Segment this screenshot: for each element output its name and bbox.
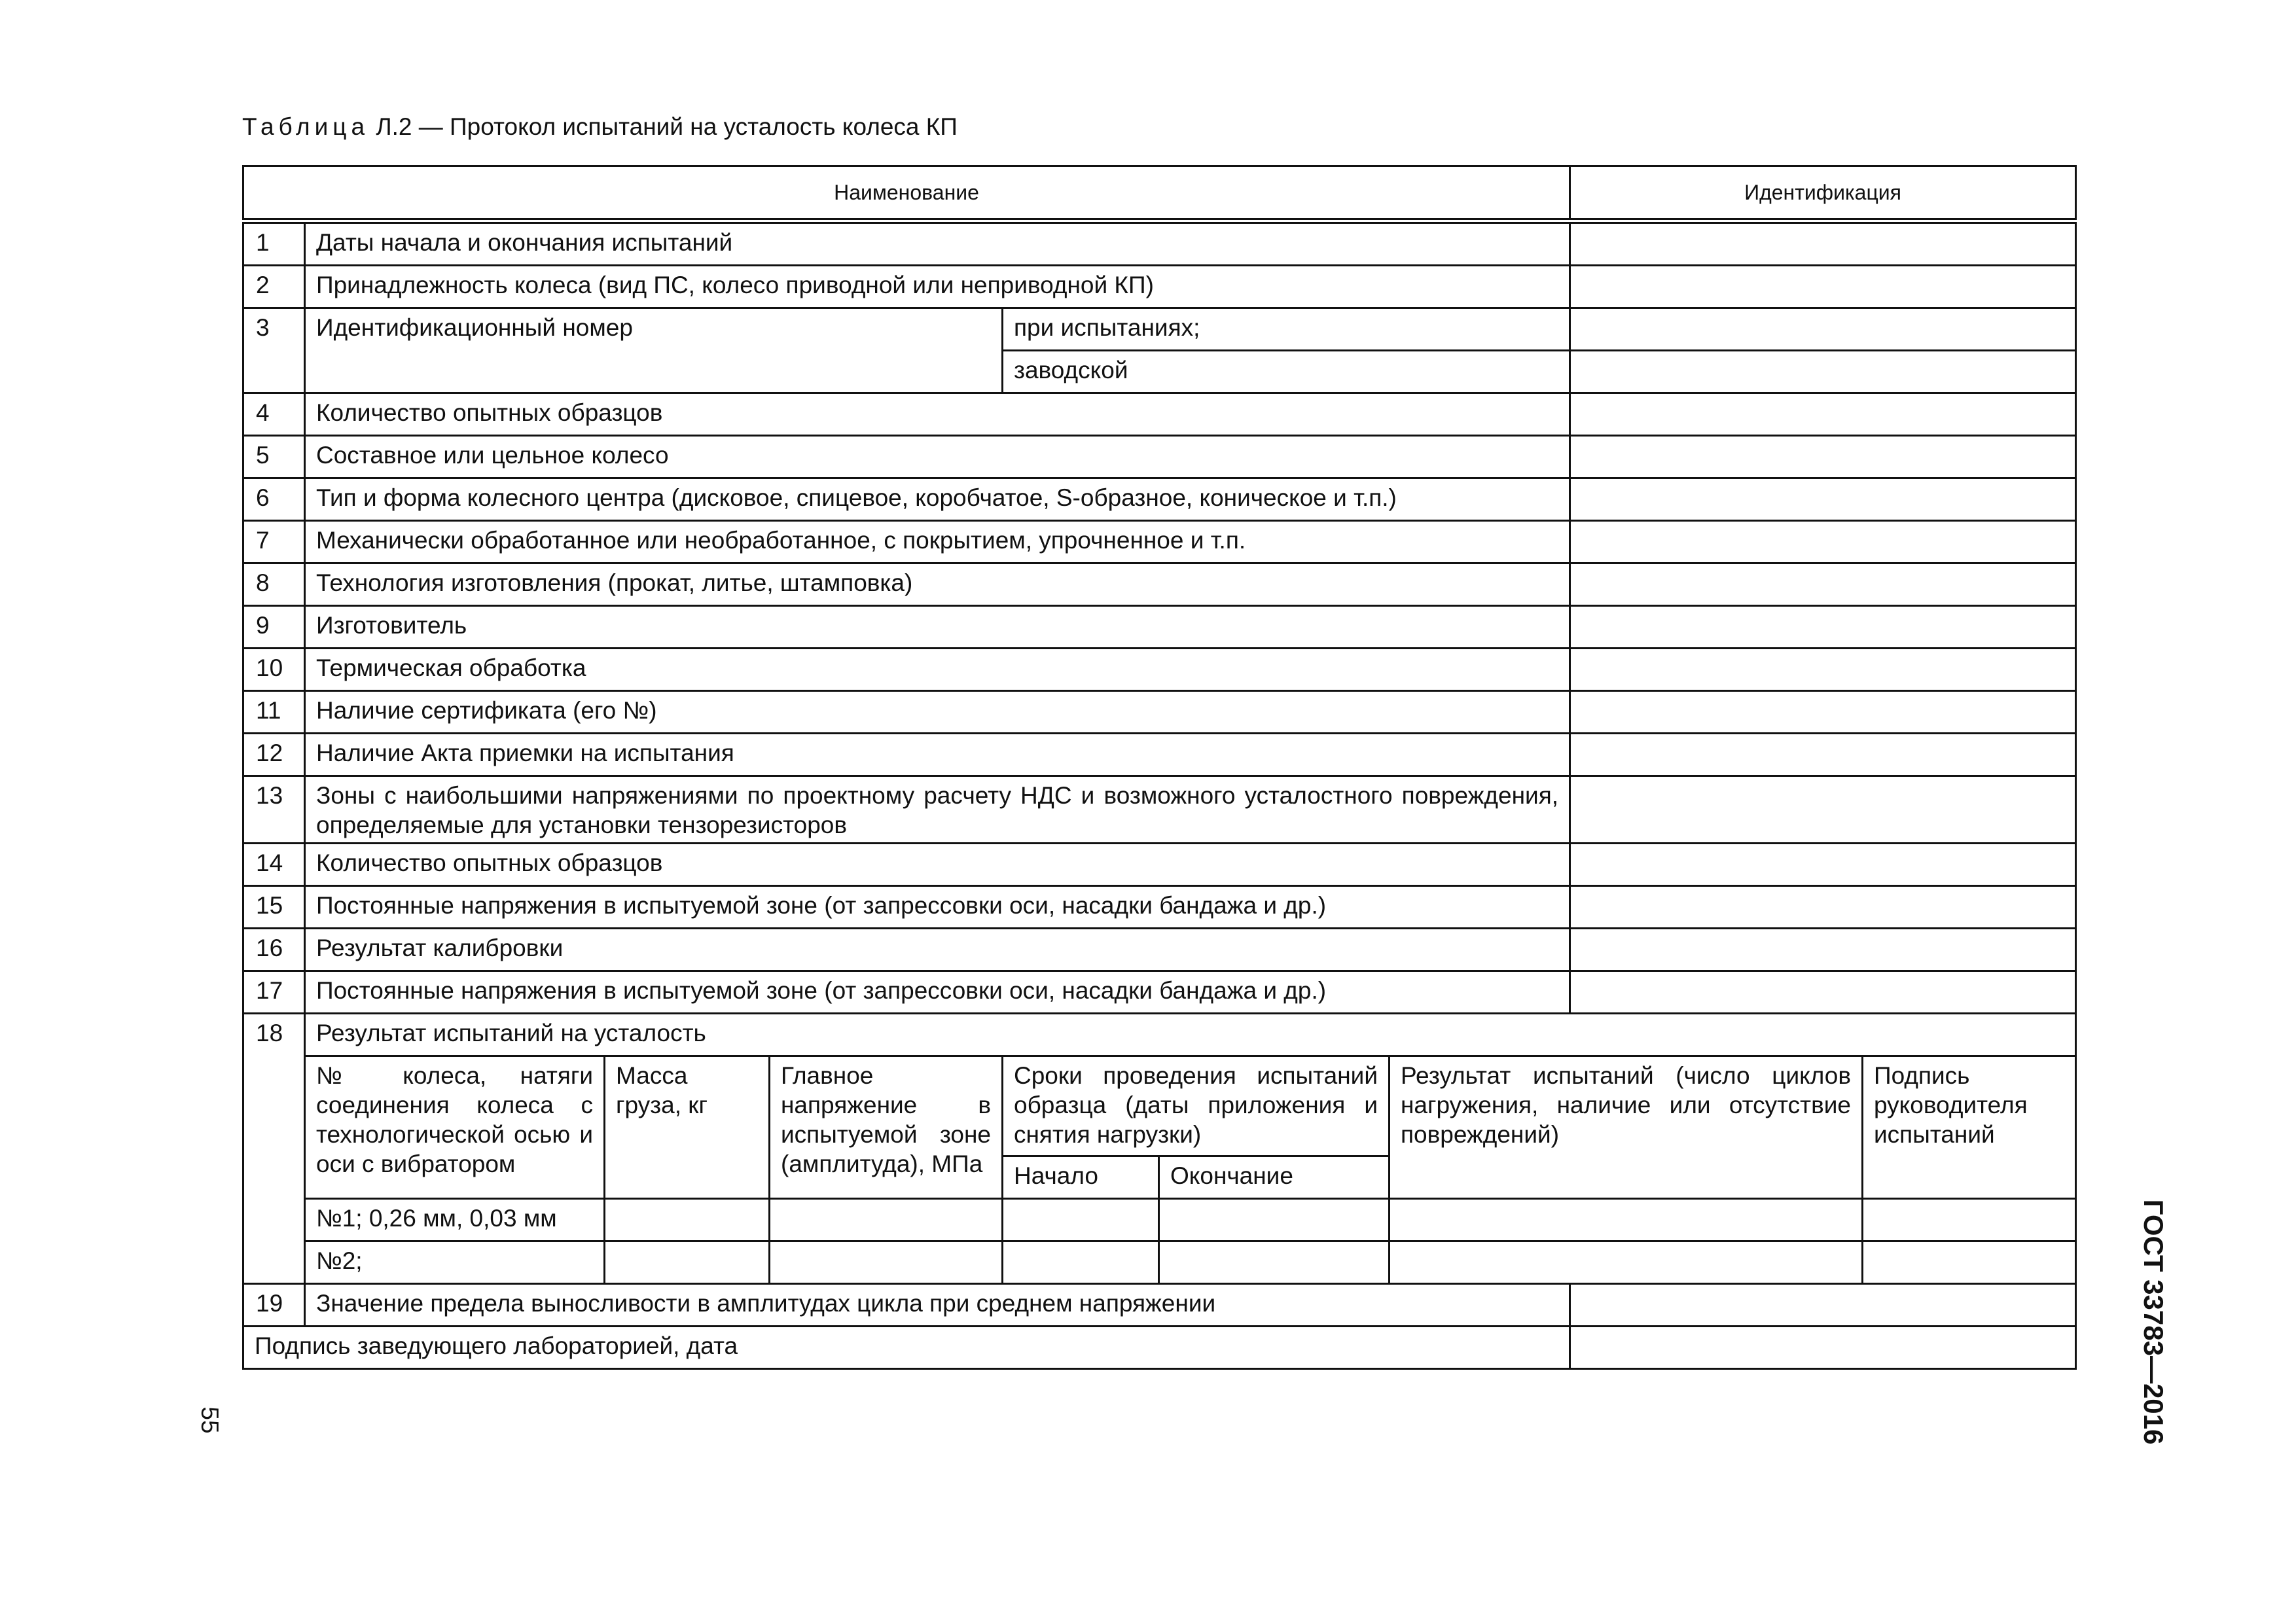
table-row — [243, 1014, 2076, 1056]
identification-cell[interactable] — [1570, 563, 2076, 606]
table-row — [243, 606, 2076, 649]
identification-cell[interactable] — [1570, 478, 2076, 521]
col-wheel-header: № колеса, натяги соединения колеса с технологической осью и оси с вибратором — [305, 1056, 605, 1199]
header-row — [243, 166, 2076, 221]
identification-cell[interactable] — [1570, 436, 2076, 478]
table-row — [243, 266, 2076, 308]
table-row — [243, 844, 2076, 886]
table-row — [243, 563, 2076, 606]
protocol-table — [242, 165, 2077, 1370]
row-number: 17 — [243, 971, 305, 1014]
standard-designation — [2104, 1191, 2202, 1453]
end-date-cell[interactable] — [1159, 1199, 1390, 1241]
col-end-header: Окончание — [1159, 1156, 1390, 1199]
row-label: Результат калибровки — [305, 929, 1570, 971]
identification-cell[interactable] — [1570, 734, 2076, 776]
row-label: Количество опытных образцов — [305, 393, 1570, 436]
table-row — [243, 436, 2076, 478]
identification-cell[interactable] — [1570, 221, 2076, 266]
row-number: 5 — [243, 436, 305, 478]
col-sign-header: Подпись руководителя испытаний — [1863, 1056, 2076, 1199]
table-row — [243, 929, 2076, 971]
table-row — [243, 308, 2076, 351]
end-date-cell[interactable] — [1159, 1241, 1390, 1284]
identification-cell[interactable] — [1570, 606, 2076, 649]
row-sublabel: заводской — [1003, 351, 1570, 393]
row-label: Результат испытаний на усталость — [305, 1014, 2076, 1056]
row-label: Даты начала и окончания испытаний — [305, 221, 1570, 266]
results-row — [243, 1241, 2076, 1284]
row-label: Идентификационный номер — [305, 308, 1003, 393]
stress-cell[interactable] — [770, 1241, 1003, 1284]
row-number: 18 — [243, 1014, 305, 1284]
row-label: Принадлежность колеса (вид ПС, колесо приводной или неприводной КП) — [305, 266, 1570, 308]
results-header-row — [243, 1056, 2076, 1156]
table-row — [243, 734, 2076, 776]
table-row — [243, 776, 2076, 844]
row-number: 13 — [243, 776, 305, 844]
row-number: 9 — [243, 606, 305, 649]
mass-cell[interactable] — [605, 1199, 770, 1241]
page-number-text: 55 — [196, 1406, 223, 1434]
row-number: 14 — [243, 844, 305, 886]
identification-cell[interactable] — [1570, 691, 2076, 734]
row-label: Наличие Акта приемки на испытания — [305, 734, 1570, 776]
wheel-entry: №2; — [305, 1241, 605, 1284]
identification-cell[interactable] — [1570, 776, 2076, 844]
row-label: Значение предела выносливости в амплитудах цикла при среднем напряжении — [305, 1284, 1570, 1327]
col-dates-header: Сроки проведения испытаний образца (даты приложения и снятия нагрузки) — [1003, 1056, 1390, 1156]
row-number: 12 — [243, 734, 305, 776]
row-number: 10 — [243, 649, 305, 691]
identification-cell[interactable] — [1570, 971, 2076, 1014]
row-label: Механически обработанное или необработанное, с покрытием, упрочненное и т.п. — [305, 521, 1570, 563]
row-number: 7 — [243, 521, 305, 563]
row-label: Термическая обработка — [305, 649, 1570, 691]
identification-cell[interactable] — [1570, 844, 2076, 886]
col-result-header: Результат испытаний (число циклов нагружения, наличие или отсутствие повреждений) — [1390, 1056, 1863, 1199]
identification-cell[interactable] — [1570, 649, 2076, 691]
lab-head-signature-cell[interactable] — [1570, 1327, 2076, 1369]
row-label: Изготовитель — [305, 606, 1570, 649]
row-label: Постоянные напряжения в испытуемой зоне (от запрессовки оси, насадки бандажа и др.) — [305, 886, 1570, 929]
table-row — [243, 393, 2076, 436]
row-label: Составное или цельное колесо — [305, 436, 1570, 478]
page-number — [183, 1394, 236, 1446]
start-date-cell[interactable] — [1003, 1199, 1159, 1241]
results-row — [243, 1199, 2076, 1241]
col-stress-header: Главное напряжение в испытуемой зоне (амплитуда), МПа — [770, 1056, 1003, 1199]
row-number: 3 — [243, 308, 305, 393]
row-number: 2 — [243, 266, 305, 308]
row-number: 19 — [243, 1284, 305, 1327]
row-number: 11 — [243, 691, 305, 734]
result-cell[interactable] — [1390, 1199, 1863, 1241]
table-row — [243, 221, 2076, 266]
row-label: Наличие сертификата (его №) — [305, 691, 1570, 734]
table-row — [243, 478, 2076, 521]
caption-prefix: Таблица — [242, 113, 370, 140]
row-number: 16 — [243, 929, 305, 971]
lab-head-signature-label: Подпись заведующего лабораторией, дата — [243, 1327, 1570, 1369]
identification-cell[interactable] — [1570, 393, 2076, 436]
row-sublabel: при испытаниях; — [1003, 308, 1570, 351]
standard-designation-text: ГОСТ 33783—2016 — [2138, 1199, 2169, 1445]
row-number: 15 — [243, 886, 305, 929]
mass-cell[interactable] — [605, 1241, 770, 1284]
row-label: Количество опытных образцов — [305, 844, 1570, 886]
identification-cell[interactable] — [1570, 929, 2076, 971]
header-identification: Идентификация — [1570, 166, 2076, 221]
row-label: Постоянные напряжения в испытуемой зоне (от запрессовки оси, насадки бандажа и др.) — [305, 971, 1570, 1014]
identification-cell[interactable] — [1570, 266, 2076, 308]
caption-text: Л.2 — Протокол испытаний на усталость колеса КП — [369, 113, 958, 140]
table-row — [243, 649, 2076, 691]
identification-cell[interactable] — [1570, 351, 2076, 393]
row-label: Тип и форма колесного центра (дисковое, спицевое, коробчатое, S-образное, коническое и т.п.) — [305, 478, 1570, 521]
row-number: 8 — [243, 563, 305, 606]
col-start-header: Начало — [1003, 1156, 1159, 1199]
result-cell[interactable] — [1390, 1241, 1863, 1284]
table-row — [243, 521, 2076, 563]
row-number: 4 — [243, 393, 305, 436]
table-caption — [242, 110, 958, 144]
signature-cell[interactable] — [1863, 1199, 2076, 1241]
start-date-cell[interactable] — [1003, 1241, 1159, 1284]
table-row — [243, 971, 2076, 1014]
wheel-entry: №1; 0,26 мм, 0,03 мм — [305, 1199, 605, 1241]
identification-cell[interactable] — [1570, 521, 2076, 563]
table-row — [243, 1284, 2076, 1327]
table-row — [243, 886, 2076, 929]
footer-row — [243, 1327, 2076, 1369]
row-label: Технология изготовления (прокат, литье, штамповка) — [305, 563, 1570, 606]
row-label: Зоны с наибольшими напряжениями по проектному расчету НДС и возможного усталостного повреждения, определяемые для установки тензорезисторов — [305, 776, 1570, 844]
header-name: Наименование — [243, 166, 1570, 221]
row-number: 6 — [243, 478, 305, 521]
endurance-limit-cell[interactable] — [1570, 1284, 2076, 1327]
identification-cell[interactable] — [1570, 308, 2076, 351]
table-row — [243, 691, 2076, 734]
identification-cell[interactable] — [1570, 886, 2076, 929]
stress-cell[interactable] — [770, 1199, 1003, 1241]
row-number: 1 — [243, 221, 305, 266]
signature-cell[interactable] — [1863, 1241, 2076, 1284]
col-mass-header: Масса груза, кг — [605, 1056, 770, 1199]
